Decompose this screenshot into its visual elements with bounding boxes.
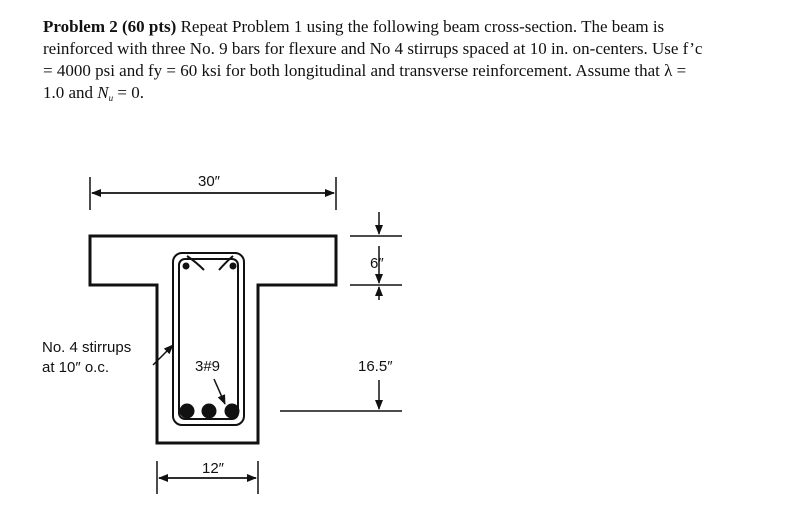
bars-label: 3#9 (195, 358, 221, 375)
problem-line3: = 4000 psi and fy = 60 ksi for both longitudinal and transverse reinforcement. Assume that λ = (43, 61, 687, 80)
stirrup-label-line1: No. 4 stirrups (42, 339, 132, 356)
depth-dimension (280, 212, 402, 411)
stirrup-label-line2: at 10″ o.c. (42, 359, 110, 376)
flange-depth-label: 6″ (370, 255, 384, 272)
stirrup (173, 253, 244, 425)
problem-line2: reinforced with three No. 9 bars for flexure and No 4 stirrups spaced at 10 in. on-centers. Use f’c (43, 39, 703, 58)
web-width-label: 12″ (202, 460, 224, 477)
bottom-bar-3 (225, 404, 240, 419)
bars-leader-arrow (214, 379, 225, 404)
web-depth-label: 16.5″ (358, 358, 393, 375)
axial-load-symbol: N (97, 83, 109, 102)
top-bar-left (183, 263, 190, 270)
top-bar-right (230, 263, 237, 270)
flange-width-label: 30″ (198, 173, 220, 190)
problem-line4-post: = 0. (113, 83, 144, 102)
problem-line4-pre: 1.0 and (43, 83, 98, 102)
problem-line1: Repeat Problem 1 using the following beam cross-section. The beam is (176, 17, 665, 36)
problem-heading: Problem 2 (60 pts) (43, 17, 177, 36)
bottom-bar-2 (202, 404, 217, 419)
axial-load-subscript: u (108, 93, 114, 103)
bottom-bar-1 (180, 404, 195, 419)
